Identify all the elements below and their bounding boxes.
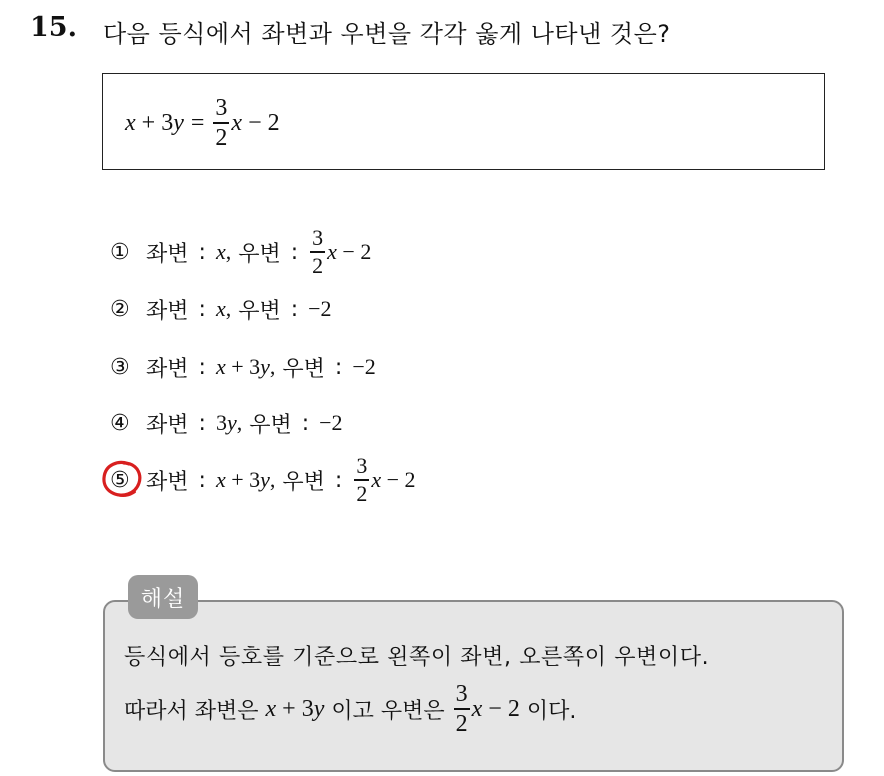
choice-right-fraction: $\frac{3}{2}$ <box>356 453 368 506</box>
question-number: 15. <box>30 12 77 43</box>
equation <box>125 94 280 152</box>
choice-marker: ① <box>110 239 130 265</box>
solution-fraction: $\frac{3}{2}$ <box>455 681 468 737</box>
solution-tail: x − 2 <box>471 695 520 722</box>
right-side-label: 우변 <box>282 356 325 382</box>
left-side-label: 좌변 <box>146 241 189 267</box>
choice-marker: ⑤ <box>110 467 130 493</box>
question-text: 다음 등식에서 좌변과 우변을 각각 옳게 나타낸 것은? <box>103 20 671 48</box>
choice-4[interactable]: ④ 좌변 : 3y, 우변 : −2 <box>110 406 343 440</box>
choice-right-fraction: $\frac{3}{2}$ <box>312 225 324 278</box>
equation-box <box>102 73 825 170</box>
left-side-label: 좌변 <box>146 298 189 324</box>
equation-frac-den: 2 <box>215 124 228 151</box>
solution-tag: 해설 <box>128 575 198 619</box>
choice-3[interactable]: ③ 좌변 : x + 3y, 우변 : −2 <box>110 350 376 384</box>
right-side-label: 우변 <box>238 298 281 324</box>
choice-2[interactable]: ② 좌변 : x, 우변 : −2 <box>110 292 332 326</box>
solution-line-1: 등식에서 등호를 기준으로 왼쪽이 좌변, 오른쪽이 우변이다. <box>124 645 710 670</box>
choice-left-value: x, <box>215 239 232 264</box>
equation-fraction <box>213 96 229 149</box>
left-side-label: 좌변 <box>146 469 189 495</box>
answer-circle-icon <box>99 458 145 500</box>
choice-marker: ④ <box>110 410 130 436</box>
choice-right-tail: x − 2 <box>327 239 372 264</box>
choice-1[interactable]: ① 좌변 : x, 우변 : $\frac{3}{2}$ x − 2 <box>110 225 372 278</box>
equation-frac-num: 3 <box>215 95 228 122</box>
equation-rhs-tail: x − 2 <box>231 109 280 136</box>
choice-right-value: −2 <box>319 410 343 435</box>
right-side-label: 우변 <box>249 412 292 438</box>
choice-marker: ② <box>110 296 130 322</box>
left-side-label: 좌변 <box>146 412 189 438</box>
solution-lhs: x + 3y <box>265 695 325 722</box>
choice-5[interactable]: ⑤ 좌변 : x + 3y, 우변 : $\frac{3}{2}$ x − 2 <box>110 453 416 506</box>
right-side-label: 우변 <box>238 241 281 267</box>
choice-right-value: −2 <box>308 296 332 321</box>
choice-left-value: x + 3y, <box>215 354 276 379</box>
choice-marker: ③ <box>110 354 130 380</box>
equation-lhs: x + 3y <box>125 109 184 136</box>
choice-left-value: x, <box>215 296 232 321</box>
left-side-label: 좌변 <box>146 356 189 382</box>
right-side-label: 우변 <box>282 469 325 495</box>
solution-line-2: 따라서 좌변은 x + 3y 이고 우변은 $\frac{3}{2}$ x − 2 이다. <box>124 681 577 737</box>
choice-right-value: −2 <box>352 354 376 379</box>
equation-equals: = <box>190 109 205 136</box>
choice-left-value: 3y, <box>215 410 243 435</box>
choice-right-tail: x − 2 <box>371 467 416 492</box>
choice-left-value: x + 3y, <box>215 467 276 492</box>
